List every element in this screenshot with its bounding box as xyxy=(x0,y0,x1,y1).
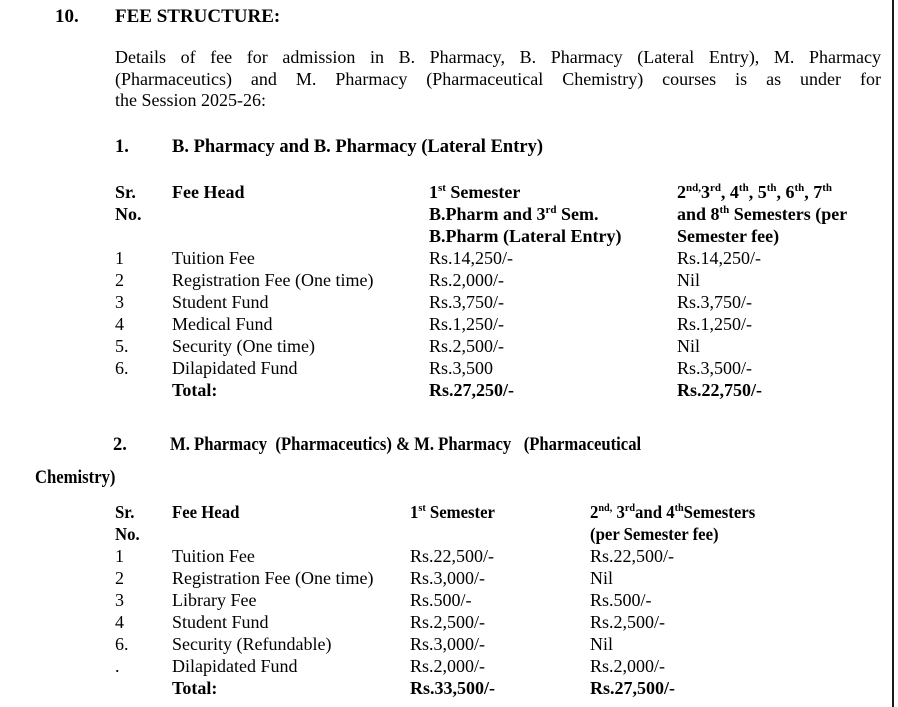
page-title: FEE STRUCTURE: xyxy=(115,6,281,27)
section-1-title: B. Pharmacy and B. Pharmacy (Lateral Entry) xyxy=(172,137,543,157)
fee-table-m-pharmacy xyxy=(115,501,885,699)
row-sr: 4 xyxy=(115,612,124,632)
header-line: 1st Semester xyxy=(410,502,495,522)
table-header-row xyxy=(115,181,885,247)
section-2-title: M. Pharmacy (Pharmaceutics) & M. Pharmacy (Pharmaceutical xyxy=(170,435,642,455)
header-sr-no xyxy=(115,501,172,545)
header-line: Semester fee) xyxy=(677,226,780,246)
row-fee-head: Student Fund xyxy=(172,612,269,632)
table-row xyxy=(115,313,885,335)
row-fee-head: Student Fund xyxy=(172,292,269,312)
intro-paragraph xyxy=(115,47,881,112)
table-header-row xyxy=(115,501,885,545)
header-later-semesters xyxy=(677,181,885,247)
header-sr: Sr. xyxy=(115,182,136,202)
row-sr: . xyxy=(115,656,120,676)
total-sem1-fee: Rs.27,250/- xyxy=(429,380,514,400)
row-sr: 1 xyxy=(115,248,124,268)
section-2-title-continuation xyxy=(35,468,124,489)
row-sem1-fee: Rs.14,250/- xyxy=(429,248,514,268)
row-later-fee: Nil xyxy=(590,634,614,654)
row-sem1-fee: Rs.3,750/- xyxy=(429,292,505,312)
table-row xyxy=(115,611,885,633)
header-later-semesters xyxy=(590,501,885,545)
row-later-fee: Nil xyxy=(677,270,701,290)
header-fee-head: Fee Head xyxy=(172,182,245,202)
header-no: No. xyxy=(115,204,142,224)
row-later-fee: Rs.500/- xyxy=(590,590,652,610)
intro-line-2: (Pharmaceutics) and M. Pharmacy (Pharmaceutical Chemistry) courses is as under for xyxy=(115,68,881,89)
row-sr: 4 xyxy=(115,314,124,334)
row-sr: 2 xyxy=(115,568,124,588)
row-sem1-fee: Rs.2,500/- xyxy=(410,612,486,632)
header-first-semester xyxy=(410,501,590,523)
section-2-title-line2: Chemistry) xyxy=(35,468,116,488)
table-row xyxy=(115,335,885,357)
intro-line-1: Details of fee for admission in B. Pharmacy, B. Pharmacy (Lateral Entry), M. Pharmacy xyxy=(115,47,881,67)
row-sr: 6. xyxy=(115,634,129,654)
header-no: No. xyxy=(115,524,140,544)
row-sr: 2 xyxy=(115,270,124,290)
header-fee-head xyxy=(172,501,410,523)
row-later-fee: Nil xyxy=(590,568,614,588)
header-fee-head-label: Fee Head xyxy=(172,502,240,522)
fee-table-b-pharmacy xyxy=(115,181,885,401)
row-fee-head: Registration Fee (One time) xyxy=(172,270,374,290)
row-later-fee: Rs.22,500/- xyxy=(590,546,675,566)
row-fee-head: Tuition Fee xyxy=(172,546,255,566)
row-sr: 3 xyxy=(115,292,124,312)
header-sr: Sr. xyxy=(115,502,135,522)
header-line: (per Semester fee) xyxy=(590,524,719,544)
row-sem1-fee: Rs.3,000/- xyxy=(410,634,486,654)
row-fee-head: Library Fee xyxy=(172,590,257,610)
row-sem1-fee: Rs.2,000/- xyxy=(429,270,505,290)
row-fee-head: Medical Fund xyxy=(172,314,273,334)
row-fee-head: Dilapidated Fund xyxy=(172,656,298,676)
row-sem1-fee: Rs.1,250/- xyxy=(429,314,505,334)
header-line: $2^{nd,}$ 3rdand 4thSemesters xyxy=(590,502,756,522)
page-right-border-line xyxy=(892,0,894,707)
row-sr: 5. xyxy=(115,336,129,356)
section-1-heading xyxy=(115,137,543,158)
row-later-fee: Rs.3,750/- xyxy=(677,292,753,312)
table-row xyxy=(115,567,885,589)
total-sem1-fee: Rs.33,500/- xyxy=(410,678,495,698)
row-sr: 3 xyxy=(115,590,124,610)
header-line: 1st Semester xyxy=(429,182,521,202)
row-sem1-fee: Rs.3,000/- xyxy=(410,568,486,588)
row-fee-head: Security (One time) xyxy=(172,336,315,356)
table-total-row xyxy=(115,379,885,401)
header-line: and 8th Semesters (per xyxy=(677,204,848,224)
row-later-fee: Rs.3,500/- xyxy=(677,358,753,378)
row-sr: 6. xyxy=(115,358,129,378)
table-row xyxy=(115,291,885,313)
table-row xyxy=(115,269,885,291)
intro-line-3: the Session 2025-26: xyxy=(115,90,266,110)
page-heading xyxy=(55,6,280,28)
header-line: $2^{nd,}3rd$, 4th, 5th, 6th, 7th xyxy=(677,182,832,202)
table-row xyxy=(115,655,885,677)
row-fee-head: Dilapidated Fund xyxy=(172,358,298,378)
row-later-fee: Rs.1,250/- xyxy=(677,314,753,334)
row-fee-head: Security (Refundable) xyxy=(172,634,332,654)
table-row xyxy=(115,633,885,655)
header-line: B.Pharm (Lateral Entry) xyxy=(429,226,622,246)
row-sem1-fee: Rs.3,500 xyxy=(429,358,494,378)
header-first-semester xyxy=(429,181,677,247)
section-2-number: 2. xyxy=(113,435,127,455)
row-fee-head: Registration Fee (One time) xyxy=(172,568,374,588)
row-sem1-fee: Rs.22,500/- xyxy=(410,546,495,566)
row-sem1-fee: Rs.2,500/- xyxy=(429,336,505,356)
section-1-number: 1. xyxy=(115,137,129,157)
section-2-heading xyxy=(113,435,694,456)
total-later-fee: Rs.27,500/- xyxy=(590,678,675,698)
row-sem1-fee: Rs.2,000/- xyxy=(410,656,486,676)
row-later-fee: Rs.14,250/- xyxy=(677,248,762,268)
header-sr-no xyxy=(115,181,172,225)
heading-number: 10. xyxy=(55,6,79,27)
row-sr: 1 xyxy=(115,546,124,566)
row-sem1-fee: Rs.500/- xyxy=(410,590,472,610)
total-label: Total: xyxy=(172,380,218,400)
row-later-fee: Rs.2,500/- xyxy=(590,612,666,632)
table-row xyxy=(115,545,885,567)
total-label: Total: xyxy=(172,678,218,698)
total-later-fee: Rs.22,750/- xyxy=(677,380,762,400)
row-fee-head: Tuition Fee xyxy=(172,248,255,268)
table-row xyxy=(115,357,885,379)
row-later-fee: Rs.2,000/- xyxy=(590,656,666,676)
table-row xyxy=(115,247,885,269)
row-later-fee: Nil xyxy=(677,336,701,356)
table-row xyxy=(115,589,885,611)
header-line: B.Pharm and 3rd Sem. xyxy=(429,204,599,224)
table-total-row xyxy=(115,677,885,699)
